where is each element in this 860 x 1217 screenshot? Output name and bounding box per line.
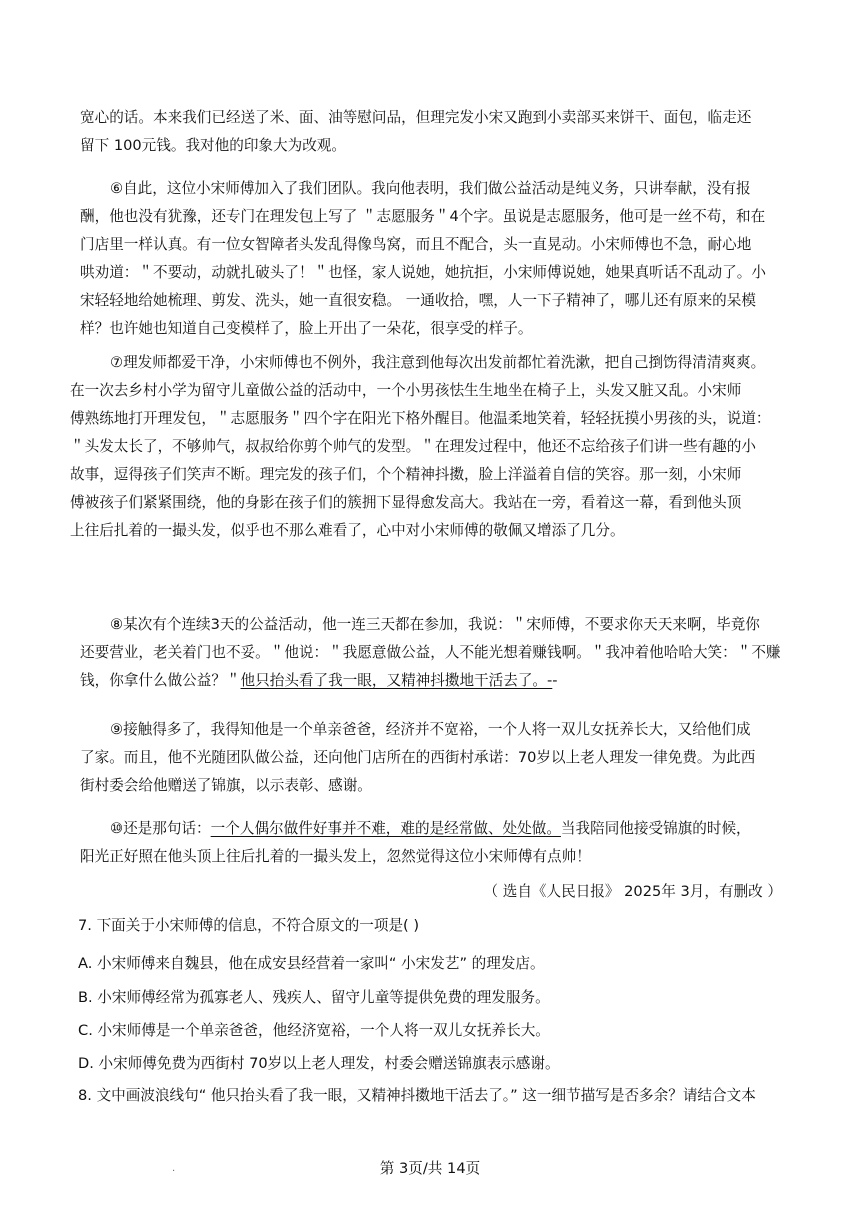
text-segment: 钱，你拿什么做公益？＂ xyxy=(80,672,241,689)
text-line: 傅熟练地打开理发包，＂志愿服务＂四个字在阳光下格外醒目。他温柔地笑着，轻轻抚摸小男孩的头，说道： xyxy=(70,410,771,427)
wavy-underlined-sentence: 他只抬头看了我一眼，又精神抖擞地干活去了。- xyxy=(240,672,553,689)
text-line: 酬，他也没有犹豫，还专门在理发包上写了 ＂志愿服务＂4个字。虽说是志愿服务，他可是一丝不苟，和在 xyxy=(80,208,766,225)
text-segment: - xyxy=(552,672,558,689)
text-line xyxy=(70,667,800,695)
text-line: 了家。而且，他不光随团队做公益，还向他门店所在的西街村承诺：70岁以上老人理发一律免费。为此西 xyxy=(80,749,756,766)
text-line: ⑥自此，这位小宋师傅加入了我们团队。我向他表明，我们做公益活动是纯义务，只讲奉献，没有报 xyxy=(110,180,751,197)
text-line: 故事，逗得孩子们笑声不断。理完发的孩子们，个个精神抖擞，脸上洋溢着自信的笑容。那一刻，小宋师 xyxy=(70,466,742,483)
text-line: 上往后扎着的一撮头发，似乎也不那么难看了，心中对小宋师傅的敬佩又增添了几分。 xyxy=(70,522,625,539)
text-segment: ⑩还是那句话： xyxy=(110,820,211,837)
text-line: ⑦理发师都爱干净，小宋师傅也不例外，我注意到他每次出发前都忙着洗漱，把自己捯饬得清清爽爽。 xyxy=(110,354,766,371)
text-line: 门店里一样认真。有一位女智障者头发乱得像鸟窝，而且不配合，头一直晃动。小宋师傅也不急，耐心地 xyxy=(80,236,752,253)
question-8-stem: 8. 文中画波浪线句“ 他只抬头看了我一眼，又精神抖擞地干活去了。” 这一细节描写是否多余？请结合文本 xyxy=(78,1087,756,1104)
text-line: ＂头发太长了，不够帅气，叔叔给你剪个帅气的发型。＂在理发过程中，他还不忘给孩子们讲一些有趣的小 xyxy=(70,438,756,455)
source-citation: （ 选自《人民日报》 2025年 3月，有删改 ） xyxy=(483,883,782,900)
footer-dot: . xyxy=(172,1163,176,1174)
paragraph-7 xyxy=(70,349,800,545)
text-line: ⑨接触得多了，我得知他是一个单亲爸爸，经济并不宽裕，一个人将一双儿女抚养长大，又给他们成 xyxy=(110,721,751,738)
text-line: 留下 100元钱。我对他的印象大为改观。 xyxy=(80,137,346,154)
text-line xyxy=(70,815,800,843)
text-line: 哄劝道：＂不要动，动就扎破头了！＂也怪，家人说她，她抗拒，小宋师傅说她，她果真听话不乱动了。小 xyxy=(80,264,766,281)
question-7-stem: 7. 下面关于小宋师傅的信息，不符合原文的一项是( ) xyxy=(78,917,420,934)
text-line: 宋轻轻地给她梳理、剪发、洗头，她一直很安稳。 一通收拾，嘿，人一下子精神了，哪儿还有原来的呆模 xyxy=(80,292,756,309)
paragraph-8 xyxy=(70,611,800,695)
paragraph-9 xyxy=(70,716,800,800)
text-line: ⑧某次有个连续3天的公益活动，他一连三天都在参加，我说：＂宋师傅，不要求你天天来啊，毕竟你 xyxy=(110,616,760,633)
question-7-option-b: B. 小宋师傅经常为孤寡老人、残疾人、留守儿童等提供免费的理发服务。 xyxy=(78,989,550,1006)
question-7-option-a: A. 小宋师傅来自魏县，他在成安县经营着一家叫“ 小宋发艺” 的理发店。 xyxy=(78,955,545,972)
text-line: 在一次去乡村小学为留守儿童做公益的活动中，一个小男孩怯生生地坐在椅子上，头发又脏又乱。小宋师 xyxy=(70,382,742,399)
paragraph-10 xyxy=(70,815,800,871)
text-segment: 当我陪同他接受锦旗的时候， xyxy=(560,820,751,837)
text-line: 样？也许她也知道自己变模样了，脸上开出了一朵花，很享受的样子。 xyxy=(80,320,533,337)
text-line: 宽心的话。本来我们已经送了米、面、油等慰问品，但理完发小宋又跑到小卖部买来饼干、面包，临走还 xyxy=(80,109,752,126)
question-7-option-d: D. 小宋师傅免费为西街村 70岁以上老人理发，村委会赠送锦旗表示感谢。 xyxy=(78,1055,560,1072)
text-line: 还要营业，老关着门也不妥。＂他说：＂我愿意做公益，人不能光想着赚钱啊。＂我冲着他哈哈大笑：＂不赚 xyxy=(80,644,781,661)
paragraph-6 xyxy=(70,175,800,343)
question-7-option-c: C. 小宋师傅是一个单亲爸爸，他经济宽裕，一个人将一双儿女抚养长大。 xyxy=(78,1022,550,1039)
text-line: 阳光正好照在他头顶上往后扎着的一撮头发上，忽然觉得这位小宋师傅有点帅！ xyxy=(80,848,591,865)
page-number: 第 3页/共 14页 xyxy=(379,1160,481,1177)
underlined-sentence: 一个人偶尔做件好事并不难，难的是经常做、处处做。 xyxy=(210,820,561,837)
text-line: 街村委会给他赠送了锦旗，以示表彰、感谢。 xyxy=(80,777,372,794)
paragraph-intro xyxy=(70,104,800,160)
text-line: 傅被孩子们紧紧围绕，他的身影在孩子们的簇拥下显得愈发高大。我站在一旁，看着这一幕，看到他头顶 xyxy=(70,494,742,511)
